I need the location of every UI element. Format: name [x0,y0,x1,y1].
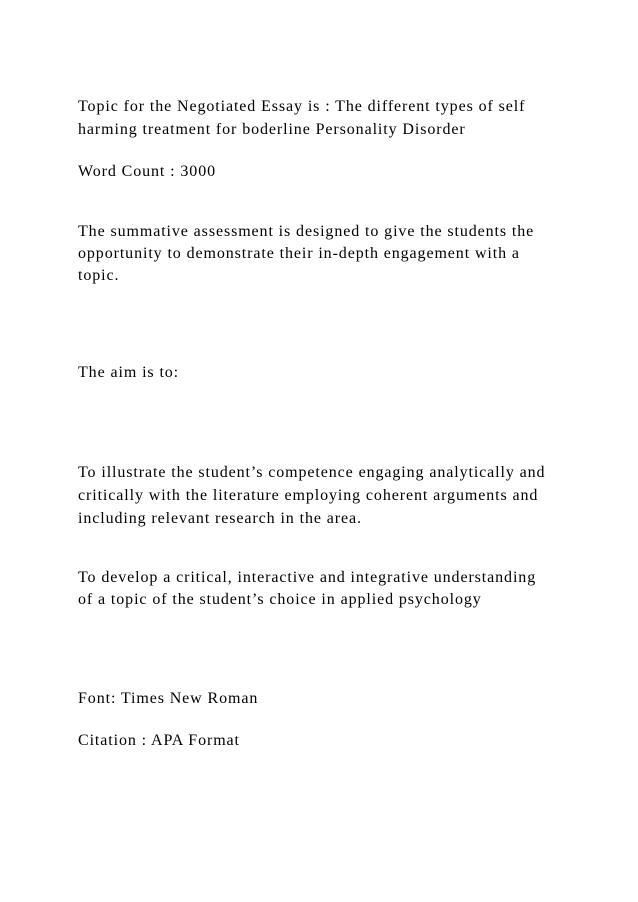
summary-line-3: topic. [78,267,120,284]
topic-line-1: Topic for the Negotiated Essay is : The different types of self [78,98,526,115]
aim-2-line-1: To develop a critical, interactive and integrative understanding [78,569,537,586]
aim-2-line-2: of a topic of the student’s choice in applied psychology [78,591,482,608]
word-count: Word Count : 3000 [78,163,217,180]
aim-1-line-1: To illustrate the student’s competence engaging analytically and [78,464,546,481]
font-note: Font: Times New Roman [78,690,259,707]
topic-line-2: harming treatment for boderline Personality Disorder [78,121,466,138]
summary-line-2: opportunity to demonstrate their in-depth engagement with a [78,245,520,262]
aim-heading: The aim is to: [78,364,180,381]
summary-line-1: The summative assessment is designed to give the students the [78,223,535,240]
citation-note: Citation : APA Format [78,732,240,749]
aim-1-line-2: critically with the literature employing coherent arguments and [78,487,539,504]
aim-1-line-3: including relevant research in the area. [78,510,362,527]
